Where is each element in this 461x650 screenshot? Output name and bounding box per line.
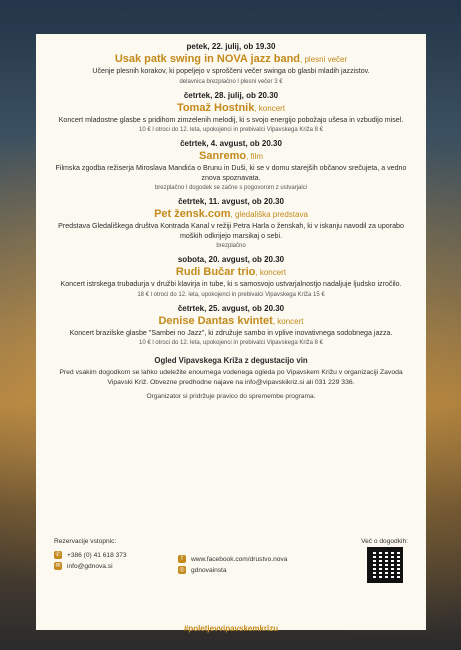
- reservations-label: Rezervacije vstopnic:: [54, 538, 117, 545]
- event-4: [50, 197, 412, 249]
- phone-number[interactable]: +386 (0) 41 618 373: [67, 551, 127, 559]
- event-1: [50, 42, 412, 85]
- reservations-column: [54, 538, 127, 573]
- wine-tour-section: [50, 356, 412, 387]
- event-name: Rudi Bučar trio: [175, 266, 256, 278]
- event-date: četrtek, 4. avgust, ob 20.30: [180, 139, 282, 148]
- event-description: Predstava Gledališkega društva Kontrada Kanal v režiji Petra Harla o ženskah, ki v iskanju navodil za uporabo moških odkrijejo marsikaj o sebi.: [58, 222, 404, 240]
- event-title: [50, 53, 412, 65]
- event-kind: , gledališka predstava: [230, 210, 308, 219]
- event-kind: , film: [246, 152, 263, 161]
- qr-code[interactable]: [367, 547, 403, 583]
- event-name: Tomaž Hostnik: [176, 101, 255, 114]
- event-price: 10 € l otroci do 12. leta, upokojenci in prebivalci Vipavskega Križa 8 €: [139, 127, 323, 133]
- event-date: četrtek, 11. avgust, ob 20.30: [178, 197, 284, 206]
- event-description: Koncert istrskega trubadurja v družbi klavirja in tube, ki s samosvojo ustvarjalnostjo nadaljuje ljudsko izročilo.: [60, 280, 402, 288]
- event-title: [50, 315, 412, 327]
- event-title: [50, 150, 412, 162]
- event-date: četrtek, 25. avgust, ob 20.30: [177, 303, 285, 313]
- instagram-icon: ◎: [179, 567, 185, 573]
- event-price: 18 € l otroci do 12. leta, upokojenci in prebivalci Vipavskega Križa 15 €: [137, 291, 325, 298]
- event-title: [50, 102, 412, 114]
- event-kind: , koncert: [272, 316, 304, 326]
- event-2: [50, 91, 412, 134]
- event-description: Koncert mladostne glasbe s pridihom zimzelenih melodij, ki s svojo energijo pobožajo ušesa in vzbudijo misel.: [58, 115, 404, 124]
- event-name: Denise Dantas kvintet: [158, 314, 273, 327]
- more-info-column: [361, 538, 408, 583]
- event-name: Sanremo: [199, 150, 247, 162]
- phone-row[interactable]: [54, 551, 127, 559]
- event-name: Usak patk swing in NOVA jazz band: [114, 53, 301, 65]
- event-6: [50, 304, 412, 347]
- facebook-link[interactable]: www.facebook.com/drustvo.nova: [191, 555, 288, 563]
- event-3: [50, 139, 412, 191]
- event-price: delavnica brezplačno l plesni večer 3 €: [179, 78, 283, 85]
- facebook-icon: f: [178, 555, 186, 563]
- facebook-row[interactable]: [178, 555, 287, 563]
- instagram-link[interactable]: gdnovainsta: [191, 566, 227, 574]
- footer: [50, 538, 412, 633]
- event-price: brezplačno: [216, 243, 246, 249]
- event-title: [50, 208, 412, 220]
- wine-tour-description: Pred vsakim dogodkom se lahko udeležite enournega vodenega ogleda po Vipavskem Križu v organizaciji Zavoda Vipavski Križ. Obvezne predhodne najave na info@vipavskikriz.si ali 031 229 336.: [59, 369, 403, 386]
- event-date: sobota, 20. avgust, ob 20.30: [177, 255, 285, 264]
- event-title: [50, 266, 412, 278]
- event-name: Pet žensk.com: [154, 208, 231, 220]
- program-panel: [36, 34, 426, 633]
- event-kind: , koncert: [255, 268, 287, 277]
- event-price: 10 € l otroci do 12. leta, upokojenci in prebivalci Vipavskega Križa 8 €: [139, 340, 323, 346]
- mail-icon: ✉: [55, 563, 61, 569]
- event-kind: , koncert: [254, 103, 286, 113]
- event-price: brezplačno l dogodek se začne s pogovorom z ustvarjalci: [154, 185, 308, 191]
- event-description: Filmska zgodba režiserja Miroslava Mandića o Brunu in Duši, ki se v domu starejših občanov srečujeta, a vedno znova spoznavata.: [55, 164, 407, 182]
- hashtag: #poletjevvipavskemkrizu: [183, 624, 279, 633]
- instagram-row[interactable]: [178, 566, 287, 574]
- event-description: Koncert brazilske glasbe "Sambei no Jazz", ki združuje sambo in vplive inovativnega sodobnega jazza.: [69, 328, 393, 337]
- email-row[interactable]: [54, 562, 127, 570]
- organizer-note: Organizator si pridržuje pravico do spremembe programa.: [146, 393, 316, 400]
- event-5: [50, 255, 412, 298]
- event-description: Učenje plesnih korakov, ki popeljejo v sproščeni večer swinga ob glasbi mladih jazzistov.: [92, 67, 370, 75]
- social-column: [178, 555, 287, 577]
- event-date: četrtek, 28. julij, ob 20.30: [183, 90, 279, 100]
- event-kind: , plesni večer: [300, 55, 348, 64]
- phone-icon: ✆: [55, 552, 61, 558]
- wine-tour-title: Ogled Vipavskega Križa z degustacijo vin: [154, 356, 308, 365]
- event-date: petek, 22. julij, ob 19.30: [186, 42, 276, 51]
- email-link[interactable]: info@gdnova.si: [67, 562, 113, 570]
- more-info-label: Več o dogodkih:: [361, 538, 408, 545]
